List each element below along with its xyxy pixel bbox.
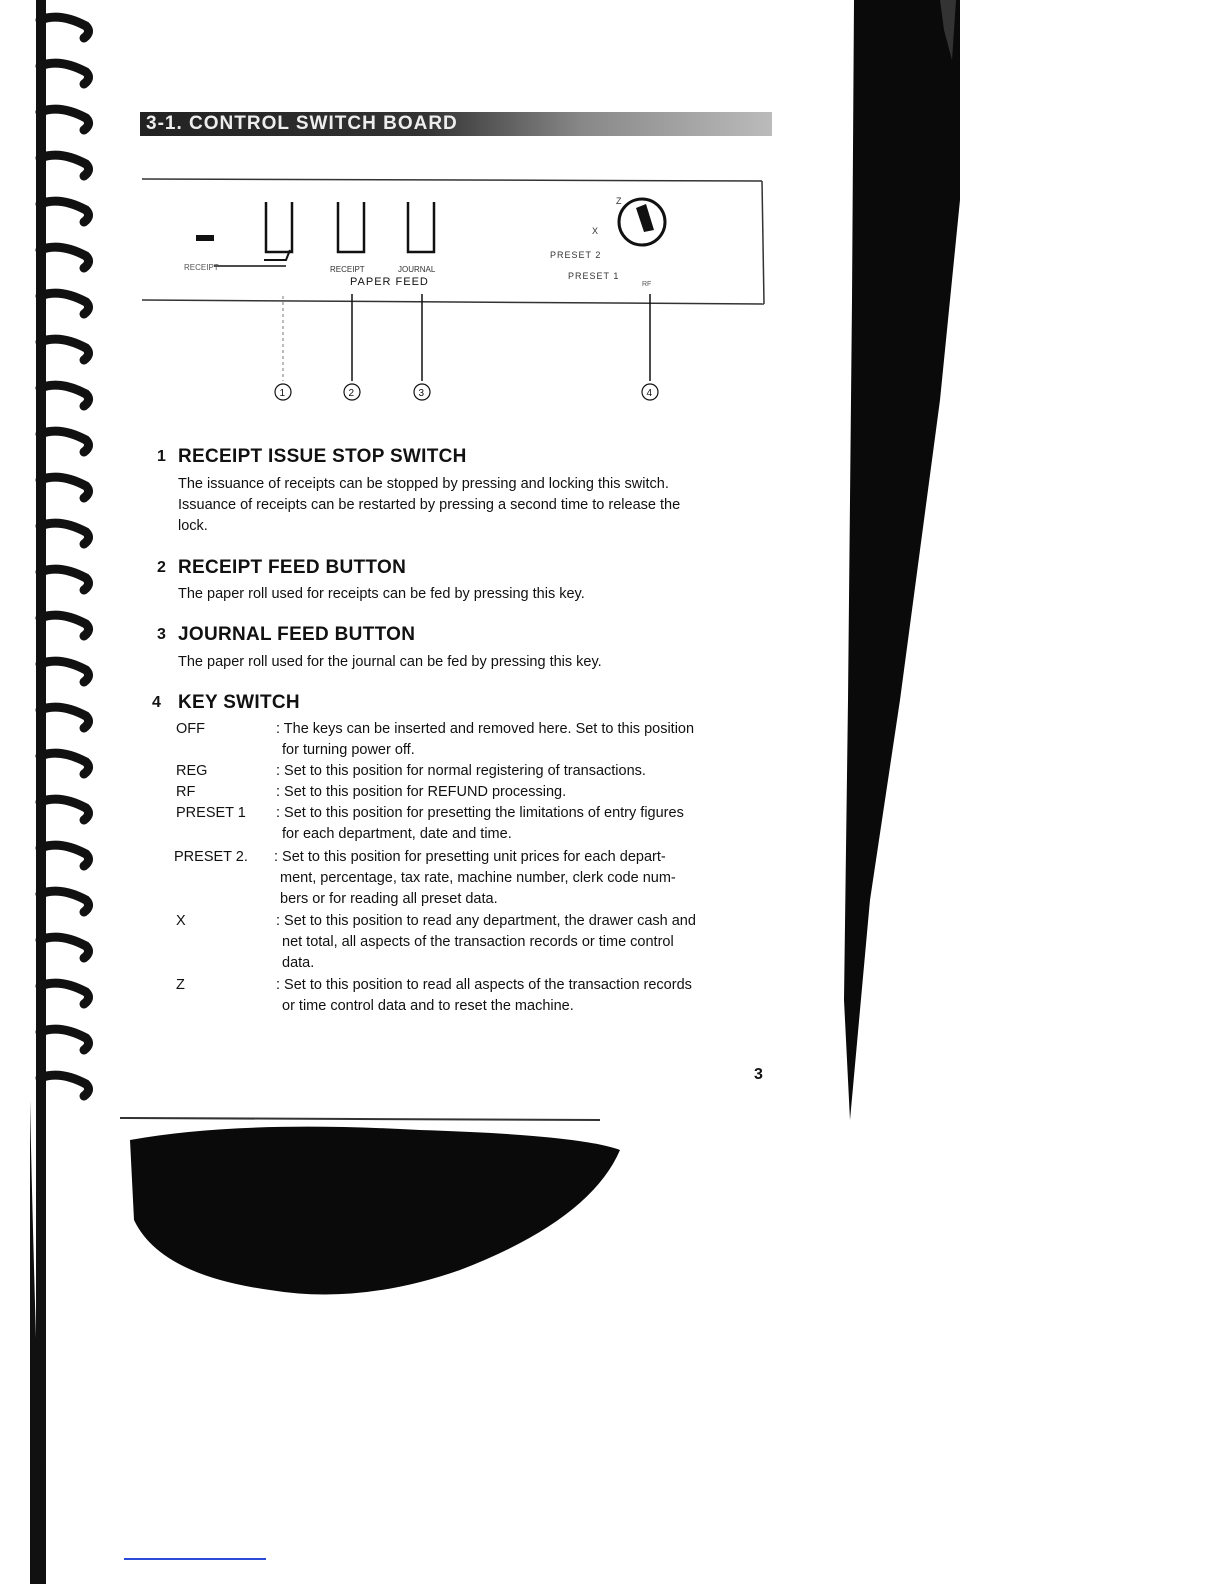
spiral-coil — [40, 845, 89, 866]
journal-feed-button — [408, 202, 434, 252]
section-2-title: RECEIPT FEED BUTTON — [178, 557, 407, 578]
spiral-coil — [40, 799, 89, 820]
spiral-coil — [40, 983, 89, 1004]
spiral-coil — [40, 293, 89, 314]
spiral-coil — [40, 523, 89, 544]
scan-edge-shadow — [840, 0, 960, 1130]
label-rf: RF — [642, 281, 652, 288]
section-1-body: The issuance of receipts can be stopped by pressing and locking this switch. Issuance of receipts can be restarted by pressing a second time to release the lock. — [178, 476, 681, 534]
section-3-number: 3 — [157, 626, 166, 643]
page-number: 3 — [754, 1066, 763, 1083]
spiral-coil — [40, 753, 89, 774]
spiral-coil — [40, 201, 89, 222]
spiral-coil — [40, 1029, 89, 1050]
spiral-coil — [40, 385, 89, 406]
spiral-coil — [40, 431, 89, 452]
section-title: 3-1. CONTROL SWITCH BOARD — [146, 113, 458, 134]
spiral-coil — [40, 339, 89, 360]
section-4-number: 4 — [152, 694, 161, 711]
spiral-coil — [40, 63, 89, 84]
bottom-rule — [124, 1558, 266, 1560]
spiral-coil — [40, 937, 89, 958]
label-preset1: PRESET 1 — [568, 271, 620, 281]
spiral-coil — [40, 615, 89, 636]
section-3-body: The paper roll used for the journal can be fed by pressing this key. — [178, 654, 602, 670]
section-3-title: JOURNAL FEED BUTTON — [178, 624, 416, 645]
spiral-coil — [40, 17, 89, 38]
receipt-stop-switch — [196, 235, 214, 241]
key-row-off: OFF : The keys can be inserted and removed here. Set to this position for turning power off. — [176, 721, 695, 758]
receipt-issue-switch — [266, 202, 292, 252]
spiral-coil — [40, 661, 89, 682]
callout-2: 2 — [348, 388, 355, 399]
label-journal: JOURNAL — [398, 265, 436, 274]
section-2-number: 2 — [157, 559, 166, 576]
label-receipt: RECEIPT — [330, 265, 365, 274]
spiral-coil — [40, 707, 89, 728]
callout-3: 3 — [418, 388, 425, 399]
key-switch-list: OFF : The keys can be inserted and removed here. Set to this position for turning power off. REG : Set to this position for normal registering of transactions. RF : Set to this position for REFUND processing. PRESET 1 : Set to this position for presetting the limitations of entry figures for each department, date and time. PRESET 2. : Set to this position for presetting unit prices for each depart- ment, percentage, tax rate, machine number, clerk code num- bers or for reading all preset data. X : Set to this position to read any department, the drawer cash and net total, all aspects of the transaction records or time control data. Z : Set to this position to read all aspects of the transaction records or time control data and to reset the machine. — [176, 719, 776, 1019]
label-preset2: PRESET 2 — [550, 250, 602, 260]
spiral-binding — [0, 0, 110, 1584]
callout-4: 4 — [646, 388, 653, 399]
section-2-body: The paper roll used for receipts can be fed by pressing this key. — [178, 586, 585, 602]
label-x: X — [592, 226, 599, 236]
spiral-coil — [40, 569, 89, 590]
label-receipt-stop: RECEIPT — [184, 263, 219, 272]
spiral-coil — [40, 891, 89, 912]
spiral-coil — [40, 155, 89, 176]
scan-blot — [120, 1110, 630, 1310]
label-z: Z — [616, 196, 622, 206]
callout-1: 1 — [279, 388, 286, 399]
label-paper-feed: PAPER FEED — [350, 276, 429, 288]
section-4-title: KEY SWITCH — [178, 692, 300, 713]
spiral-coil — [40, 247, 89, 268]
receipt-feed-button — [338, 202, 364, 252]
control-panel-diagram — [140, 176, 770, 416]
spiral-coil — [40, 1075, 89, 1096]
section-1-title: RECEIPT ISSUE STOP SWITCH — [178, 446, 467, 467]
spiral-coil — [40, 109, 89, 130]
spiral-coil — [40, 477, 89, 498]
section-1-number: 1 — [157, 448, 166, 465]
